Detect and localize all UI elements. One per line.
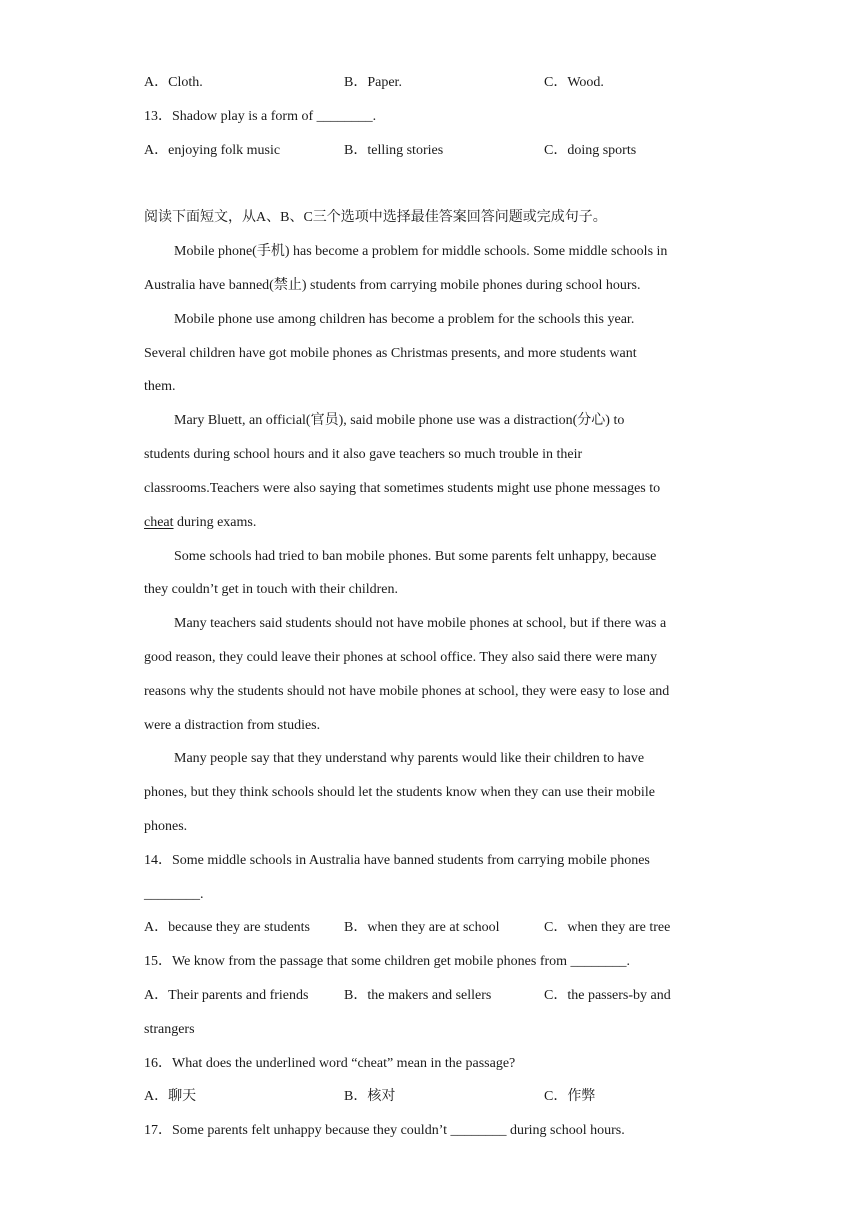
q14-option-c[interactable]: C．when they are tree bbox=[544, 920, 671, 935]
passage-line: Mobile phone(手机) has become a problem for middle schools. Some middle schools in bbox=[174, 244, 668, 259]
passage-line: Several children have got mobile phones as Christmas presents, and more students want bbox=[144, 346, 637, 361]
passage-line: Mobile phone use among children has become a problem for the schools this year. bbox=[174, 312, 635, 327]
q14-option-a[interactable]: A．because they are students bbox=[144, 920, 310, 935]
passage-line: were a distraction from studies. bbox=[144, 718, 321, 733]
q15-option-c-continued[interactable]: strangers bbox=[144, 1022, 195, 1037]
q17-stem: 17．Some parents felt unhappy because they couldn’t ________ during school hours. bbox=[144, 1123, 625, 1138]
underlined-word-cheat: cheat bbox=[144, 515, 174, 530]
q12-option-c[interactable]: C．Wood. bbox=[544, 75, 604, 90]
q16-option-c[interactable]: C．作弊 bbox=[544, 1089, 596, 1104]
q15-option-a[interactable]: A．Their parents and friends bbox=[144, 988, 309, 1003]
passage-line: Some schools had tried to ban mobile phones. But some parents felt unhappy, because bbox=[174, 549, 657, 564]
q13-stem: 13．Shadow play is a form of ________. bbox=[144, 109, 377, 124]
passage-line: Many teachers said students should not have mobile phones at school, but if there was a bbox=[174, 616, 667, 631]
passage-line: phones. bbox=[144, 819, 188, 834]
passage-line: Many people say that they understand why parents would like their children to have bbox=[174, 751, 645, 766]
q12-option-b[interactable]: B．Paper. bbox=[344, 75, 402, 90]
reading-instruction: 阅读下面短文，从A、B、C三个选项中选择最佳答案回答问题或完成句子。 bbox=[144, 210, 607, 225]
passage-line: phones, but they think schools should let the students know when they can use their mobile bbox=[144, 785, 655, 800]
q15-option-b[interactable]: B．the makers and sellers bbox=[344, 988, 492, 1003]
q13-option-c[interactable]: C．doing sports bbox=[544, 143, 637, 158]
q14-stem: 14．Some middle schools in Australia have banned students from carrying mobile phones bbox=[144, 853, 650, 868]
q15-stem: 15．We know from the passage that some children get mobile phones from ________. bbox=[144, 954, 631, 969]
q14-stem-blank: ________. bbox=[144, 887, 204, 902]
q13-option-b[interactable]: B．telling stories bbox=[344, 143, 444, 158]
q13-option-a[interactable]: A．enjoying folk music bbox=[144, 143, 281, 158]
passage-line: students during school hours and it also gave teachers so much trouble in their bbox=[144, 447, 583, 462]
q15-option-c[interactable]: C．the passers-by and bbox=[544, 988, 671, 1003]
passage-line: good reason, they could leave their phones at school office. They also said there were many bbox=[144, 650, 658, 665]
q16-option-a[interactable]: A．聊天 bbox=[144, 1089, 197, 1104]
q12-option-a[interactable]: A．Cloth. bbox=[144, 75, 203, 90]
passage-line: classrooms.Teachers were also saying that sometimes students might use phone messages to bbox=[144, 481, 661, 496]
passage-line: they couldn’t get in touch with their children. bbox=[144, 582, 399, 597]
passage-line-cheat bbox=[144, 513, 256, 533]
passage-line: reasons why the students should not have mobile phones at school, they were easy to lose and bbox=[144, 684, 670, 699]
passage-line: Australia have banned(禁止) students from carrying mobile phones during school hours. bbox=[144, 278, 641, 293]
passage-line: Mary Bluett, an official(官员), said mobile phone use was a distraction(分心) to bbox=[174, 413, 625, 428]
passage-line: them. bbox=[144, 379, 176, 394]
passage-text: during exams. bbox=[173, 515, 257, 530]
q14-option-b[interactable]: B．when they are at school bbox=[344, 920, 500, 935]
q16-option-b[interactable]: B．核对 bbox=[344, 1089, 396, 1104]
q16-stem: 16．What does the underlined word “cheat” mean in the passage? bbox=[144, 1056, 516, 1071]
